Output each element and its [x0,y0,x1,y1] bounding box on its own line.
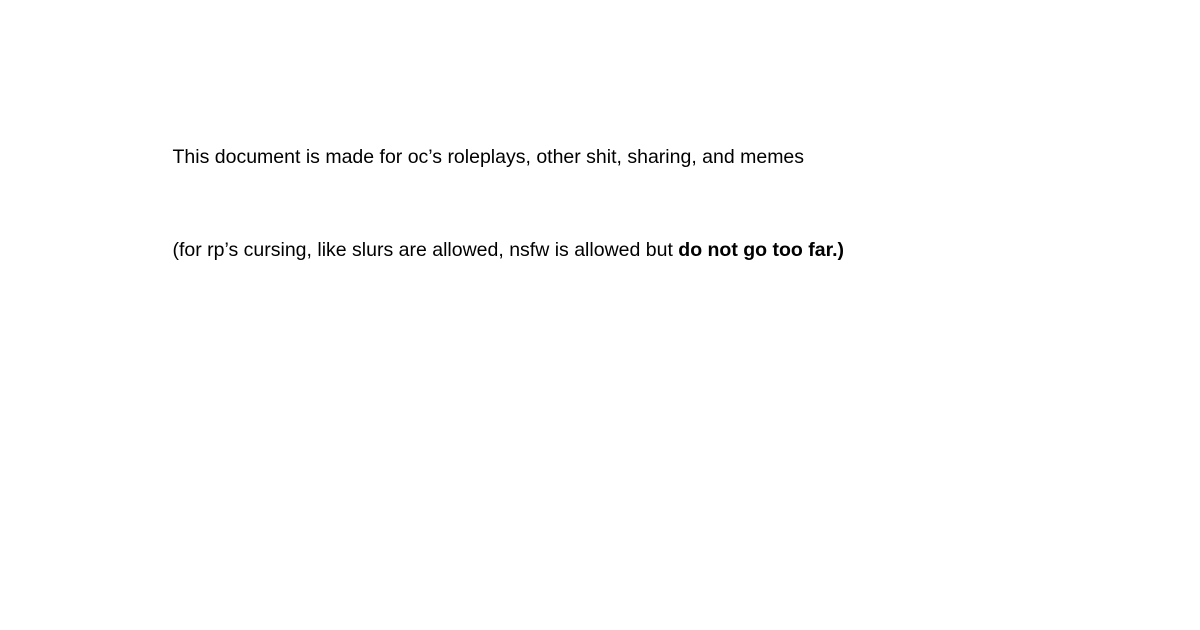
paragraph-rules-text: (for rp’s cursing, like slurs are allowed, nsfw is allowed but [172,239,679,261]
paragraph-rules [140,222,1040,281]
paragraph-purpose-text: This document is made for oc’s roleplays, other shit, sharing, and memes [172,145,805,168]
paragraph-rules-emphasis: do not go too far.) [678,239,844,261]
document-body [140,128,1040,280]
paragraph-purpose [140,128,1040,187]
